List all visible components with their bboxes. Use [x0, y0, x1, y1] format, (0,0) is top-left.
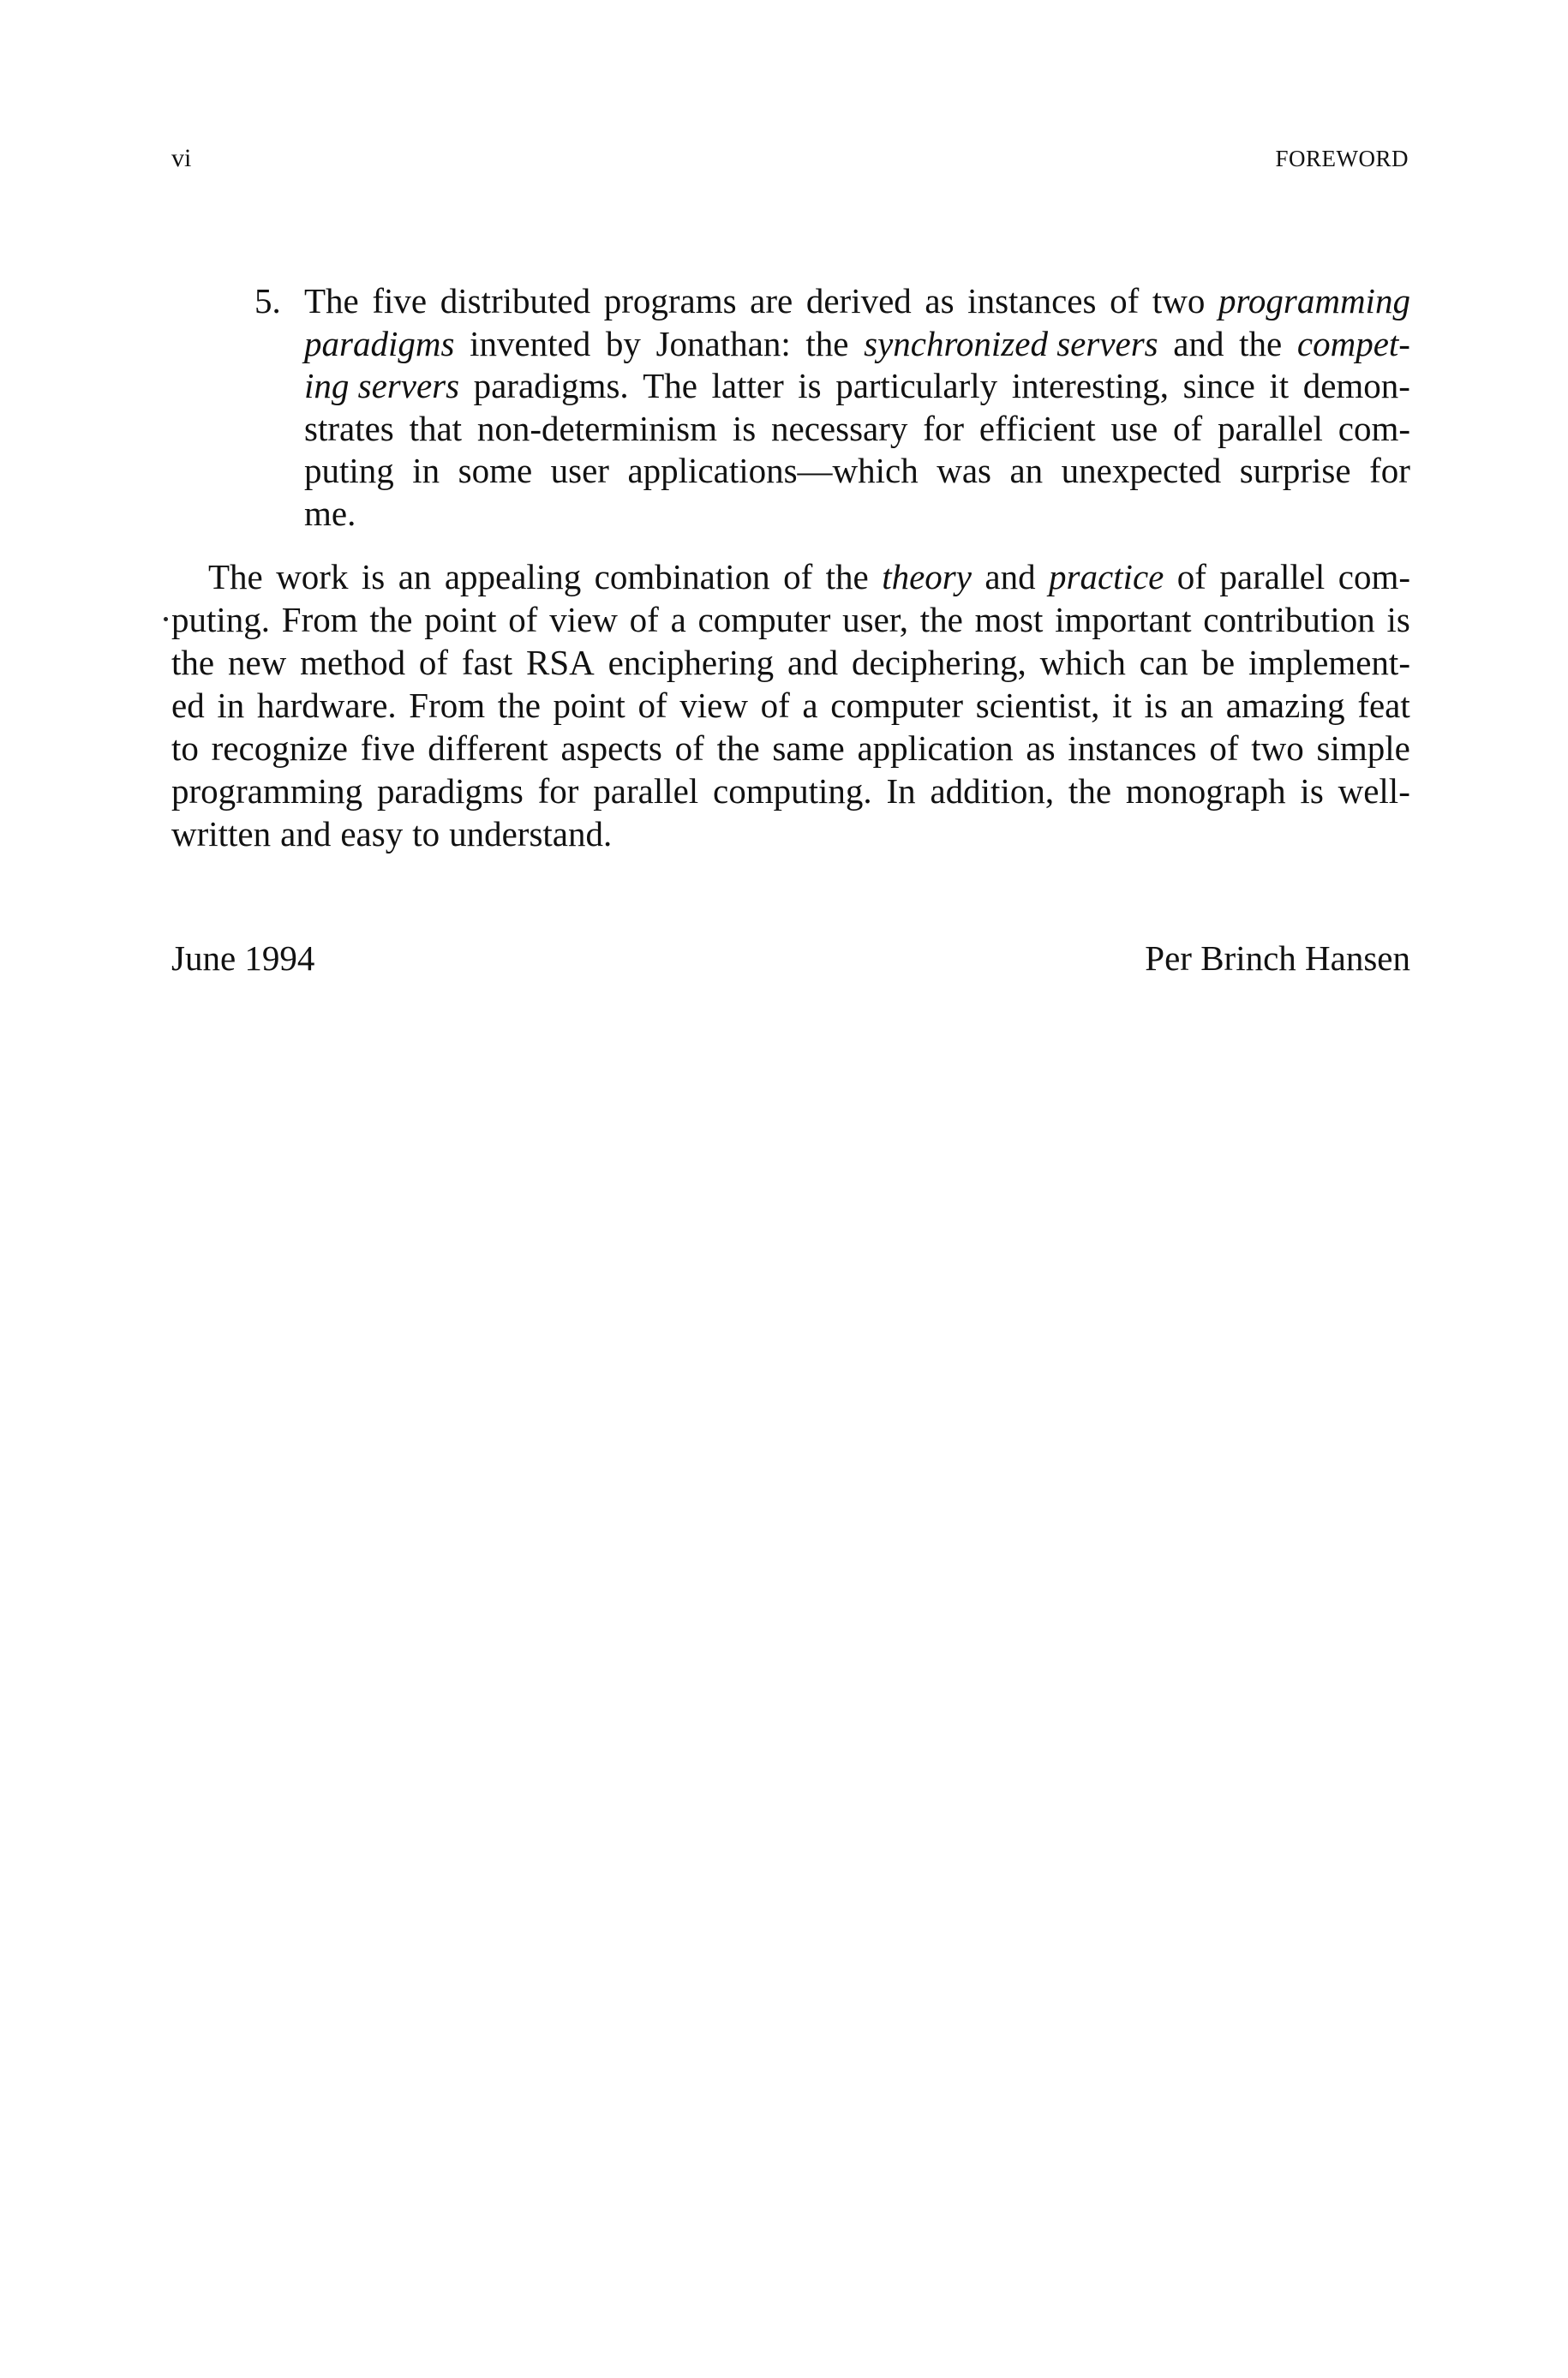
- word: com-: [1338, 408, 1410, 448]
- word: contribution: [1203, 600, 1375, 639]
- word: hardware.: [256, 686, 397, 725]
- word: is: [1386, 600, 1410, 639]
- word: computer: [697, 600, 831, 639]
- page-number: vi: [171, 144, 192, 172]
- word: of: [1209, 728, 1239, 768]
- word: programs: [603, 281, 737, 320]
- word: simple: [1316, 728, 1410, 768]
- word: is: [1144, 686, 1168, 725]
- word: appealing: [444, 557, 582, 596]
- text-line: [208, 557, 1410, 596]
- word: same: [772, 728, 845, 768]
- text-line: [171, 814, 1410, 854]
- word: for: [537, 771, 579, 811]
- word: computer: [830, 686, 964, 725]
- margin-dot: [164, 617, 168, 621]
- word: enciphering: [607, 643, 775, 682]
- word: paradigms: [377, 771, 524, 811]
- word: user: [550, 451, 609, 490]
- word: applications—which: [627, 451, 919, 490]
- word: user,: [842, 600, 909, 639]
- word: efficient: [979, 408, 1096, 448]
- word: point: [424, 600, 497, 639]
- word: of: [637, 686, 667, 725]
- word: use: [1110, 408, 1158, 448]
- word: instances: [967, 281, 1097, 320]
- word: two: [1152, 281, 1206, 320]
- word: ed: [171, 686, 205, 725]
- word: the: [1239, 323, 1283, 363]
- word: the: [1068, 771, 1112, 811]
- word: is: [732, 408, 757, 448]
- word: feat: [1357, 686, 1410, 725]
- word: can: [1139, 643, 1188, 682]
- word: recognize: [211, 728, 349, 768]
- word: are: [750, 281, 793, 320]
- word: implement-: [1248, 643, 1410, 682]
- word: scientist,: [975, 686, 1100, 725]
- word: com-: [1338, 557, 1410, 596]
- text-line: [171, 602, 1410, 638]
- word: point: [553, 686, 625, 725]
- word: five: [360, 728, 416, 768]
- word: the: [369, 600, 413, 639]
- word: an: [398, 557, 432, 596]
- word: by: [605, 323, 641, 363]
- word: paradigms.: [473, 366, 629, 405]
- word: The: [208, 557, 263, 596]
- word: most: [974, 600, 1044, 639]
- text-line: [304, 323, 1410, 363]
- word: invented: [470, 323, 591, 363]
- word: in: [412, 451, 440, 490]
- word: it: [1269, 366, 1290, 405]
- word: theory: [882, 557, 972, 596]
- word: From: [409, 686, 486, 725]
- word: is: [1300, 771, 1324, 811]
- word: view: [679, 686, 748, 725]
- word: puting.: [171, 600, 271, 639]
- word: surprise: [1239, 451, 1351, 490]
- word: RSA: [525, 643, 595, 682]
- word: combination: [594, 557, 770, 596]
- word: demon-: [1302, 366, 1410, 405]
- word: monograph: [1125, 771, 1286, 811]
- word: since: [1182, 366, 1255, 405]
- word: for: [1369, 451, 1410, 490]
- word: and: [280, 814, 332, 854]
- word: paradigms: [304, 323, 455, 363]
- word: unexpected: [1061, 451, 1222, 490]
- word: strates: [304, 408, 394, 448]
- word: of: [1173, 408, 1203, 448]
- text-line: [171, 771, 1410, 811]
- word: the: [716, 728, 760, 768]
- word: of: [674, 728, 704, 768]
- word: addition,: [930, 771, 1055, 811]
- word: five: [372, 281, 428, 320]
- text-line: [171, 645, 1410, 680]
- word: computing.: [713, 771, 872, 811]
- word: programming: [1218, 281, 1410, 320]
- word: interesting,: [1011, 366, 1170, 405]
- word: synchronized servers: [864, 323, 1158, 363]
- word: parallel: [1219, 557, 1326, 596]
- word: non-determinism: [476, 408, 718, 448]
- word: as: [925, 281, 955, 320]
- word: distributed: [440, 281, 591, 320]
- word: the: [171, 643, 215, 682]
- word: puting: [304, 451, 394, 490]
- word: particularly: [835, 366, 998, 405]
- word: The: [643, 366, 697, 405]
- word: which: [1039, 643, 1126, 682]
- word: the: [919, 600, 963, 639]
- word: in: [217, 686, 245, 725]
- word: as: [1026, 728, 1056, 768]
- word: is: [361, 557, 386, 596]
- word: From: [281, 600, 358, 639]
- word: is: [798, 366, 822, 405]
- word: latter: [711, 366, 784, 405]
- text-line: [304, 453, 1410, 488]
- text-line: [171, 728, 1410, 768]
- text-line: [304, 368, 1410, 404]
- word: application: [857, 728, 1014, 768]
- word: and: [984, 557, 1036, 596]
- word: aspects: [560, 728, 662, 768]
- text-line: [304, 408, 1410, 448]
- word: fast: [461, 643, 513, 682]
- word: method: [300, 643, 406, 682]
- word: the: [497, 686, 541, 725]
- word: work: [276, 557, 349, 596]
- signature-date: June 1994: [171, 938, 315, 978]
- word: of: [1176, 557, 1206, 596]
- word: written: [171, 814, 272, 854]
- word: it: [1112, 686, 1132, 725]
- word: some: [458, 451, 533, 490]
- word: well-: [1338, 771, 1410, 811]
- word: the: [825, 557, 869, 596]
- signature-author: Per Brinch Hansen: [1145, 938, 1410, 978]
- word: a: [670, 600, 686, 639]
- word: understand.: [449, 814, 613, 854]
- word: and: [787, 643, 839, 682]
- word: a: [802, 686, 818, 725]
- word: of: [629, 600, 659, 639]
- word: programming: [171, 771, 363, 811]
- word: to: [412, 814, 440, 854]
- word: important: [1055, 600, 1192, 639]
- word: derived: [805, 281, 912, 320]
- word: In: [886, 771, 916, 811]
- word: compet-: [1296, 323, 1410, 363]
- word: of: [1110, 281, 1140, 320]
- word: an: [1180, 686, 1214, 725]
- word: parallel: [1218, 408, 1323, 448]
- word: new: [227, 643, 287, 682]
- list-item-number: 5.: [254, 281, 281, 320]
- word: different: [428, 728, 548, 768]
- word: of: [783, 557, 813, 596]
- word: ing servers: [304, 366, 460, 405]
- text-line: [171, 688, 1410, 723]
- word: to: [171, 728, 199, 768]
- word: necessary: [771, 408, 908, 448]
- word: easy: [340, 814, 404, 854]
- word: of: [508, 600, 538, 639]
- word: Jonathan:: [655, 323, 791, 363]
- word: for: [923, 408, 965, 448]
- word: of: [418, 643, 449, 682]
- word: The: [304, 281, 359, 320]
- word: an: [1009, 451, 1044, 490]
- word: that: [409, 408, 463, 448]
- word: deciphering,: [852, 643, 1026, 682]
- word: be: [1201, 643, 1236, 682]
- word: practice: [1049, 557, 1164, 596]
- running-head: FOREWORD: [1275, 146, 1409, 171]
- word: was: [937, 451, 991, 490]
- word: of: [760, 686, 790, 725]
- word: and: [1173, 323, 1224, 363]
- word: two: [1251, 728, 1304, 768]
- word: the: [805, 323, 849, 363]
- text-line: [304, 493, 1410, 533]
- word: me.: [304, 493, 356, 533]
- word: parallel: [593, 771, 699, 811]
- word: amazing: [1225, 686, 1345, 725]
- text-line: [304, 281, 1410, 320]
- word: instances: [1068, 728, 1197, 768]
- word: view: [549, 600, 618, 639]
